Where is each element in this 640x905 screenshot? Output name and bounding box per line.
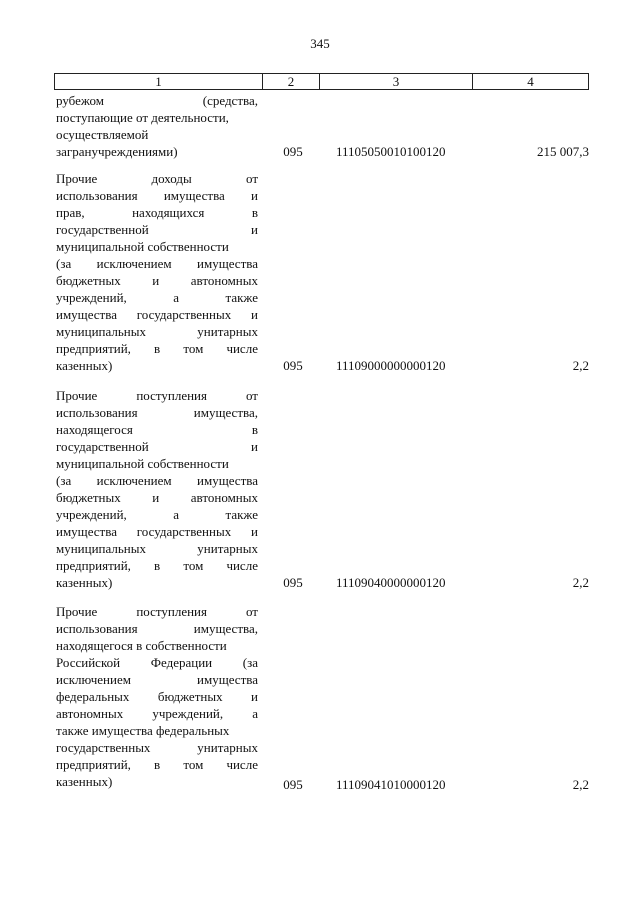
description-line (56, 603, 258, 620)
amount: 2,2 (572, 777, 589, 792)
description-word: имущества (197, 672, 258, 687)
description-word: Прочие (56, 171, 98, 186)
description-line (56, 620, 258, 637)
description-word: муниципальных (56, 541, 147, 556)
description-word: а (173, 290, 180, 305)
description-word: прав, (56, 205, 85, 220)
description-word: в (154, 341, 161, 356)
description-word: имущества (56, 307, 117, 322)
description-word: учреждений, (56, 290, 127, 305)
description-word: бюджетных (56, 273, 121, 288)
description-word: использования (56, 188, 138, 203)
description-word: имущества (197, 256, 258, 271)
description-line (56, 654, 258, 671)
description-line (56, 739, 258, 756)
description-line (56, 387, 258, 404)
row-description (56, 92, 258, 160)
description-line (56, 92, 258, 109)
column-header-4: 4 (527, 74, 534, 89)
description-word: поступления (136, 388, 207, 403)
description-line (56, 671, 258, 688)
row-description (56, 603, 258, 790)
description-word: и (251, 307, 258, 322)
description-line: казенных) (56, 358, 113, 373)
description-line (56, 557, 258, 574)
description-word: а (173, 507, 180, 522)
row-description (56, 387, 258, 591)
revenue-code: 11109040000000120 (336, 575, 446, 590)
revenue-code: 11109000000000120 (336, 358, 446, 373)
description-word: (средства, (202, 93, 258, 108)
description-line (56, 688, 258, 705)
description-line (56, 705, 258, 722)
description-word: и (251, 689, 258, 704)
description-word: имущества (56, 524, 117, 539)
description-word: Федерации (150, 655, 213, 670)
description-line: казенных) (56, 575, 113, 590)
description-line (56, 506, 258, 523)
description-word: автономных (190, 273, 258, 288)
description-word: также (225, 290, 258, 305)
description-word: Российской (56, 655, 121, 670)
description-word: федеральных (56, 689, 130, 704)
description-line: загранучреждениями) (56, 144, 178, 159)
table-row (54, 387, 589, 593)
description-line: осуществляемой (56, 127, 149, 142)
description-word: числе (226, 341, 258, 356)
description-word: и (251, 222, 258, 237)
description-word: бюджетных (56, 490, 121, 505)
amount: 2,2 (572, 358, 589, 373)
description-word: государственных (136, 307, 232, 322)
description-line (56, 306, 258, 323)
admin-code: 095 (283, 575, 303, 590)
description-word: исключением (96, 256, 172, 271)
description-word: поступления (136, 604, 207, 619)
description-word: предприятий, (56, 558, 131, 573)
description-line (56, 289, 258, 306)
description-word: учреждений, (56, 507, 127, 522)
description-line (56, 421, 258, 438)
description-word: том (183, 558, 204, 573)
description-word: государственной (56, 439, 149, 454)
description-word: использования (56, 621, 138, 636)
description-word: государственных (136, 524, 232, 539)
revenue-code: 11105050010100120 (336, 144, 446, 159)
description-line (56, 404, 258, 421)
description-word: унитарных (197, 740, 258, 755)
description-word: а (252, 706, 258, 721)
admin-code: 095 (283, 777, 303, 792)
description-word: имущества, (193, 621, 258, 636)
admin-code: 095 (283, 358, 303, 373)
table-row (54, 170, 589, 376)
description-line (56, 472, 258, 489)
description-word: исключением (96, 473, 172, 488)
description-word: в (154, 558, 161, 573)
description-word: от (245, 388, 258, 403)
description-word: и (152, 273, 160, 288)
description-word: использования (56, 405, 138, 420)
amount: 215 007,3 (537, 144, 589, 159)
description-word: от (245, 171, 258, 186)
description-line (56, 540, 258, 557)
description-word: исключением (56, 672, 131, 687)
description-word: (за (56, 256, 72, 271)
description-line (56, 221, 258, 238)
table-row (54, 603, 589, 793)
description-word: Прочие (56, 388, 98, 403)
description-line (56, 438, 258, 455)
description-word: предприятий, (56, 757, 131, 772)
description-word: муниципальных (56, 324, 147, 339)
description-line (56, 255, 258, 272)
description-word: учреждений, (152, 706, 224, 721)
description-word: доходы (151, 171, 192, 186)
description-line (56, 523, 258, 540)
description-line: казенных) (56, 774, 113, 789)
admin-code: 095 (283, 144, 303, 159)
column-header-3: 3 (320, 74, 473, 89)
description-word: и (251, 439, 258, 454)
description-word: и (251, 188, 258, 203)
description-line (56, 340, 258, 357)
description-word: и (152, 490, 160, 505)
description-word: и (251, 524, 258, 539)
description-line (56, 323, 258, 340)
description-word: имущества (197, 473, 258, 488)
description-line: также имущества федеральных (56, 723, 230, 738)
description-word: в (154, 757, 161, 772)
description-word: том (183, 341, 204, 356)
description-line: находящегося в собственности (56, 638, 227, 653)
description-word: автономных (56, 706, 124, 721)
description-word: государственной (56, 222, 149, 237)
description-word: имущества, (193, 405, 258, 420)
description-line: поступающие от деятельности, (56, 110, 229, 125)
description-line (56, 272, 258, 289)
description-word: рубежом (56, 93, 105, 108)
page-number: 345 (310, 36, 330, 51)
description-word: (за (56, 473, 72, 488)
description-word: государственных (56, 740, 151, 755)
description-word: предприятий, (56, 341, 131, 356)
revenue-code: 11109041010000120 (336, 777, 446, 792)
row-description (56, 170, 258, 374)
description-line (56, 489, 258, 506)
description-word: (за (242, 655, 258, 670)
description-word: находящихся (132, 205, 205, 220)
description-word: бюджетных (157, 689, 223, 704)
description-line (56, 170, 258, 187)
description-line (56, 204, 258, 221)
description-word: том (183, 757, 204, 772)
description-word: Прочие (56, 604, 98, 619)
description-word: унитарных (197, 324, 258, 339)
column-header-1: 1 (55, 74, 263, 89)
description-line (56, 187, 258, 204)
description-word: числе (226, 558, 258, 573)
description-line: муниципальной собственности (56, 456, 229, 471)
description-line (56, 756, 258, 773)
description-word: в (251, 422, 258, 437)
description-word: числе (226, 757, 258, 772)
description-word: унитарных (197, 541, 258, 556)
description-word: в (251, 205, 258, 220)
description-word: также (225, 507, 258, 522)
column-header-2: 2 (263, 74, 320, 89)
description-line: муниципальной собственности (56, 239, 229, 254)
table-row (54, 92, 589, 162)
table-header (54, 73, 589, 90)
description-word: находящегося (56, 422, 133, 437)
amount: 2,2 (572, 575, 589, 590)
description-word: имущества (163, 188, 225, 203)
description-word: автономных (190, 490, 258, 505)
description-word: от (245, 604, 258, 619)
